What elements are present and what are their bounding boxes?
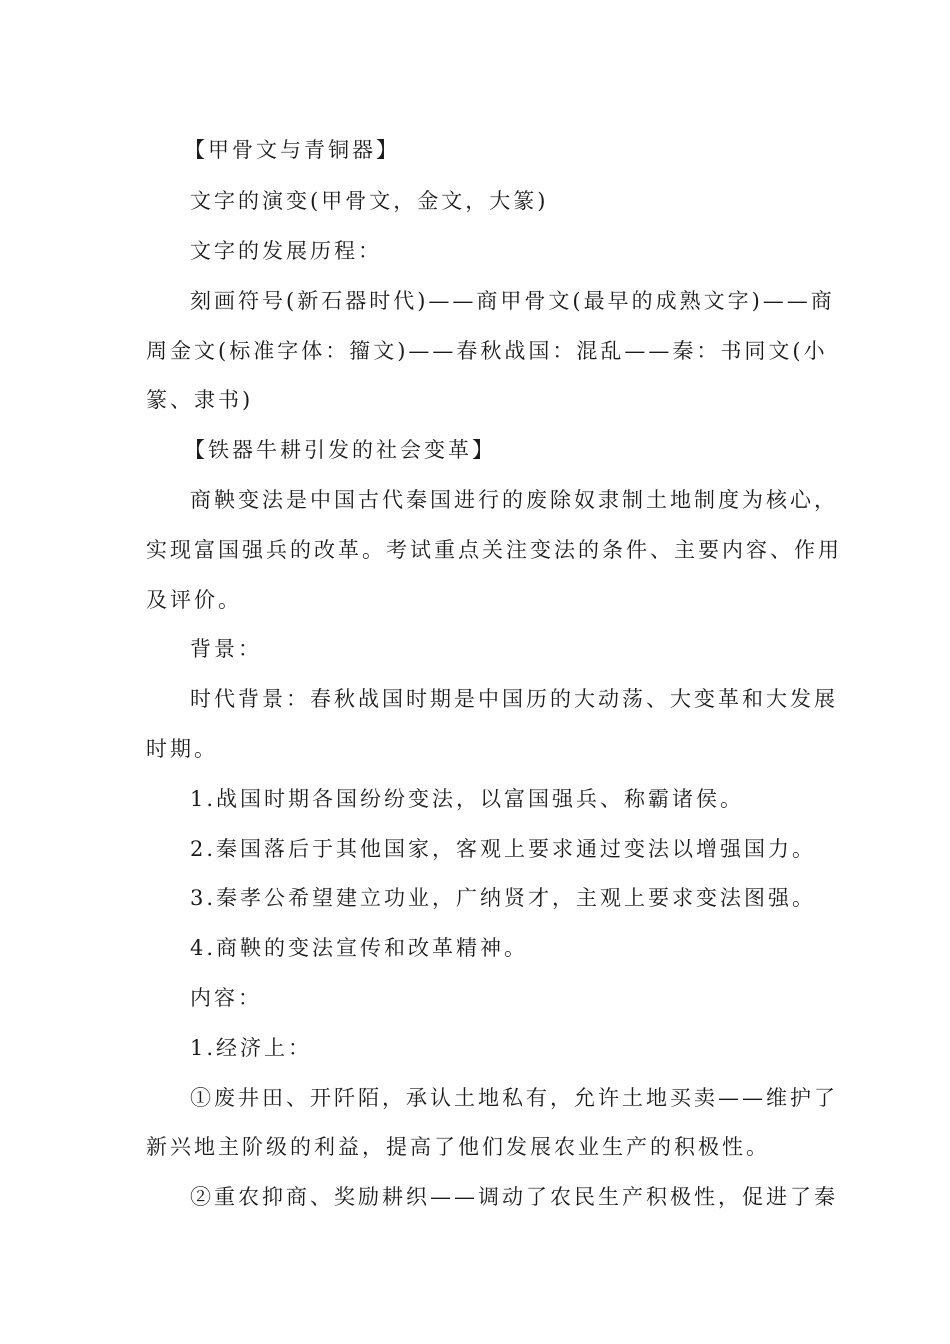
paragraph-line: 文字的演变(甲骨文，金文，大篆) <box>190 189 549 213</box>
section-heading-iron-plough: 【铁器牛耕引发的社会变革】 <box>184 438 496 462</box>
paragraph-line: 时期。 <box>146 737 218 761</box>
paragraph-line: 实现富国强兵的改革。考试重点关注变法的条件、主要内容、作用 <box>146 538 842 562</box>
paragraph-line: 周金文(标准字体：籀文)——春秋战国：混乱——秦：书同文(小 <box>146 339 828 363</box>
list-item: ②重农抑商、奖励耕织——调动了农民生产积极性，促进了秦 <box>190 1185 838 1209</box>
list-item: 4.商鞅的变法宣传和改革精神。 <box>190 936 529 960</box>
paragraph-line: 刻画符号(新石器时代)——商甲骨文(最早的成熟文字)——商 <box>190 289 835 313</box>
section-heading-oracle-bronze: 【甲骨文与青铜器】 <box>184 138 400 162</box>
subheading-background: 背景： <box>190 637 262 661</box>
paragraph-line: 及评价。 <box>146 588 242 612</box>
paragraph-line: 新兴地主阶级的利益，提高了他们发展农业生产的积极性。 <box>146 1135 770 1159</box>
list-item: 1.战国时期各国纷纷变法，以富国强兵、称霸诸侯。 <box>190 787 745 811</box>
list-item: 3.秦孝公希望建立功业，广纳贤才，主观上要求变法图强。 <box>190 886 817 910</box>
subheading-content: 内容： <box>190 986 262 1010</box>
list-item: 1.经济上： <box>190 1036 313 1060</box>
list-item: 2.秦国落后于其他国家，客观上要求通过变法以增强国力。 <box>190 837 817 861</box>
paragraph-line: 文字的发展历程： <box>190 239 382 263</box>
list-item: ①废井田、开阡陌，承认土地私有，允许土地买卖——维护了 <box>190 1086 838 1110</box>
paragraph-line: 篆、隶书) <box>146 388 254 412</box>
paragraph-line: 商鞅变法是中国古代秦国进行的废除奴隶制土地制度为核心， <box>190 488 838 512</box>
paragraph-line: 时代背景：春秋战国时期是中国历的大动荡、大变革和大发展 <box>190 687 838 711</box>
